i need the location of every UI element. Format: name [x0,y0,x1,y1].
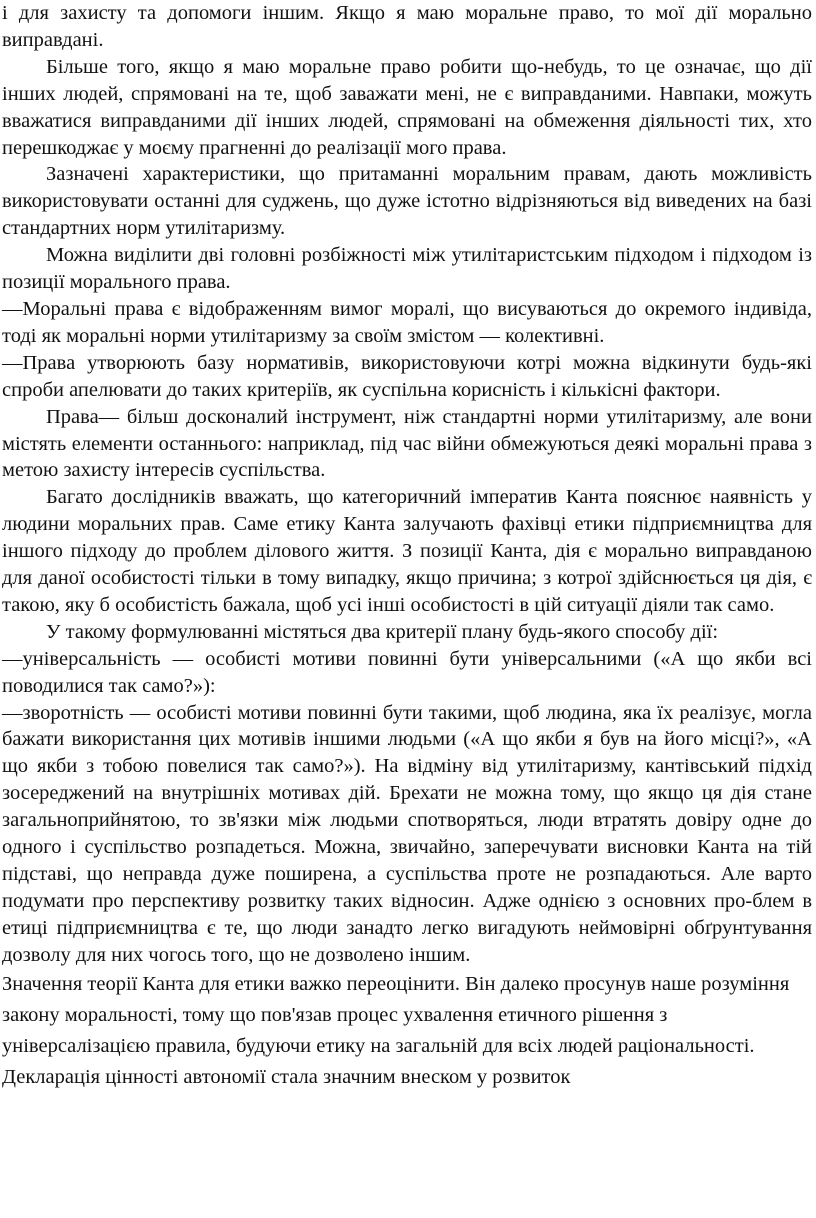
dash-item-reversibility: —зворотність — особисті мотиви повинні бути такими, щоб людина, яка їх реалізує, могла бажати використання цих мотивів іншими людьми («А що якби я був на його місці?», «А що якби з тобою повелися так само?»). На відміну від утилітаризму, кантівський підхід зосереджений на внутрішніх мотивах дій. Брехати не можна тому, що якщо ця дія стане загальноприйнятою, то зв'язки між людьми спотворяться, люди втратять довіру одне до одного і суспільство розпадеться. Можна, звичайно, заперечувати висновки Канта на тій підставі, що неправда дуже поширена, а суспільства проте не розпадаються. Але варто подумати про перспективу розвитку таких відносин. Адже однією з основних про-блем в етиці підприємництва є те, що люди занадто легко вигадують неймовірні обґрунтування дозволу для них чогось того, що не дозволено іншим. [2,701,812,966]
paragraph-moral-right-consequences: Більше того, якщо я маю моральне право робити що-небудь, то це означає, що дії інших людей, спрямовані на те, щоб заважати мені, не є виправданими. Навпаки, можуть вважатися виправданими дії інших людей, спрямовані на обмеження діяльності тих, хто перешкоджає у моєму прагненні до реалізації мого права. [2,55,812,159]
dash-item-individual-rights: —Моральні права є відображенням вимог моралі, що висуваються до окремого індивіда, тоді як моральні норми утилітаризму за своїм змістом — колективні. [2,297,812,347]
paragraph-two-criteria: У такому формулюванні містяться два критерії плану будь-якого способу дії: [46,620,719,643]
paragraph-rights-instrument: Права— більш досконалий інструмент, ніж стандартні норми утилітаризму, але вони містять елементи останнього: наприклад, під час війни обмежуються деякі моральні права з метою захисту інтересів суспільства. [2,405,812,482]
paragraph-kant-imperative: Багато дослідників вважать, що категоричний імператив Канта пояснює наявність у людини моральних прав. Саме етику Канта залучають фахівці етики підприємництва для іншого підходу до проблем ділового життя. З позиції Канта, дія є морально виправданою для даної особистості тільки в тому випадку, якщо причина; з котрої здійснюється ця дія, є такою, яку б особистість бажала, щоб усі інші особистості в цій ситуації діяли так само. [2,486,812,616]
dash-item-universality: —універсальність — особисті мотиви повинні бути універсальними («А що якби всі поводилися так само?»): [2,647,812,697]
paragraph-two-differences: Можна виділити дві головні розбіжності між утилітаристським підходом і підходом із позиції морального права. [2,244,812,294]
paragraph-characteristics: Зазначені характеристики, що притаманні моральним правам, дають можливість використовувати останні для суджень, що дуже істотно відрізняються від виведених на базі стандартних норм утилітаризму. [2,163,812,240]
paragraph-continuation: і для захисту та допомоги іншим. Якщо я маю моральне право, то мої дії морально виправдані. [2,2,812,51]
paragraph-kant-significance: Значення теорії Канта для етики важко переоцінити. Він далеко просунув наше розуміння закону моральності, тому що пов'язав процес ухвалення етичного рішення з універсалізацією правила, будуючи етику на загальній для всіх людей раціональності. Декларація цінності автономії стала значним внеском у розвиток [2,972,790,1088]
dash-item-normative-base: —Права утворюють базу нормативів, використовуючи котрі можна відкинути будь-які спроби апелювати до таких критеріїв, як суспільна корисність і кількісні фактори. [2,351,812,401]
